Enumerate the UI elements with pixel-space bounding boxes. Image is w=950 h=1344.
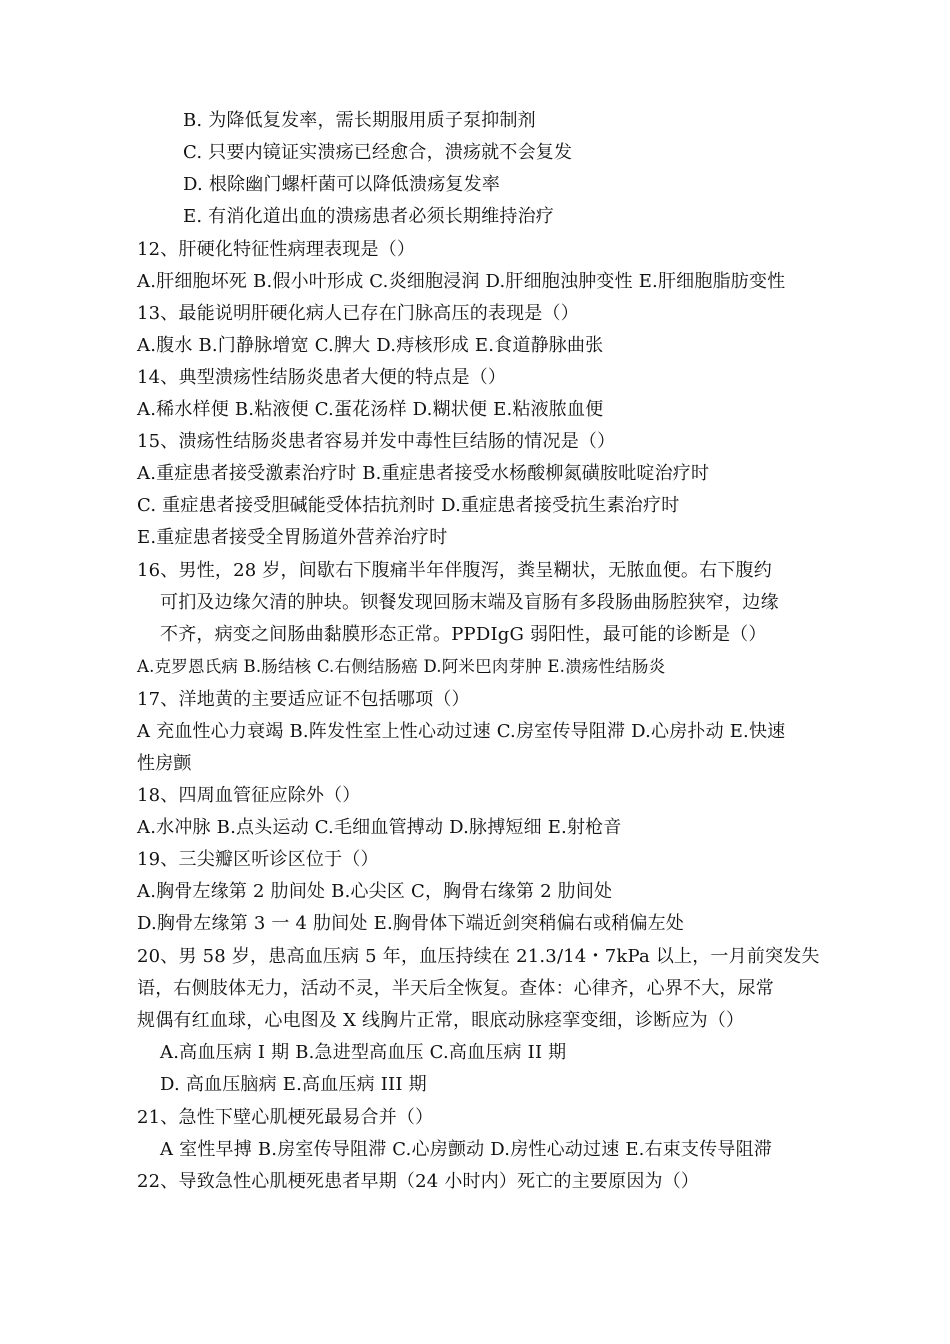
question-16-cont: 不齐，病变之间肠曲黏膜形态正常。PPDIgG 弱阳性，最可能的诊断是（）: [160, 624, 767, 645]
question-20-cont: 语，右侧肢体无力，活动不灵，半天后全恢复。查体：心律齐，心界不大，尿常: [137, 978, 774, 999]
options-14: A.稀水样便 B.粘液便 C.蛋花汤样 D.糊状便 E.粘液脓血便: [137, 399, 604, 420]
question-18: 18、四周血管征应除外（）: [137, 785, 361, 806]
options-16: A.克罗恩氏病 B.肠结核 C.右侧结肠癌 D.阿米巴肉芽肿 E.溃疡性结肠炎: [137, 657, 666, 676]
question-16: 16、男性，28 岁，间歇右下腹痛半年伴腹泻，粪呈糊状，无脓血便。右下腹约: [137, 560, 772, 581]
options-21: A 室性早搏 B.房室传导阻滞 C.心房颤动 D.房性心动过速 E.右束支传导阻滞: [160, 1139, 772, 1160]
question-12: 12、肝硬化特征性病理表现是（）: [137, 239, 416, 260]
question-15: 15、溃疡性结肠炎患者容易并发中毒性巨结肠的情况是（）: [137, 431, 616, 452]
options-20-d-e: D. 高血压脑病 E.高血压病 III 期: [160, 1074, 427, 1095]
question-16-cont: 可扪及边缘欠清的肿块。钡餐发现回肠末端及盲肠有多段肠曲肠腔狭窄，边缘: [160, 592, 779, 613]
question-17: 17、洋地黄的主要适应证不包括哪项（）: [137, 689, 470, 710]
options-13: A.腹水 B.门静脉增宽 C.脾大 D.痔核形成 E.食道静脉曲张: [137, 335, 604, 356]
question-13: 13、最能说明肝硬化病人已存在门脉高压的表现是（）: [137, 303, 579, 324]
question-22: 22、导致急性心肌梗死患者早期（24 小时内）死亡的主要原因为（）: [137, 1171, 700, 1192]
option-line: C. 只要内镜证实溃疡已经愈合，溃疡就不会复发: [183, 142, 573, 163]
question-20-cont: 规偶有红血球，心电图及 X 线胸片正常，眼底动脉痉挛变细，诊断应为（）: [137, 1010, 745, 1031]
question-21: 21、急性下壁心肌梗死最易合并（）: [137, 1107, 434, 1128]
options-19-a-c: A.胸骨左缘第 2 肋间处 B.心尖区 C，胸骨右缘第 2 肋间处: [137, 881, 613, 902]
options-20-a-c: A.高血压病 I 期 B.急进型高血压 C.高血压病 II 期: [160, 1042, 567, 1063]
question-14: 14、典型溃疡性结肠炎患者大便的特点是（）: [137, 367, 507, 388]
question-19: 19、三尖瓣区听诊区位于（）: [137, 849, 379, 870]
options-19-d-e: D.胸骨左缘第 3 一 4 肋间处 E.胸骨体下端近剑突稍偏右或稍偏左处: [137, 913, 685, 934]
options-15-e: E.重症患者接受全胃肠道外营养治疗时: [137, 527, 448, 548]
question-20: 20、男 58 岁，患高血压病 5 年，血压持续在 21.3/14・7kPa 以上，一月前突发失: [137, 946, 820, 967]
options-15-c-d: C. 重症患者接受胆碱能受体拮抗剂时 D.重症患者接受抗生素治疗时: [137, 495, 680, 516]
options-17-cont: 性房颤: [137, 753, 192, 774]
option-line: E. 有消化道出血的溃疡患者必须长期维持治疗: [183, 206, 554, 227]
options-17: A 充血性心力衰竭 B.阵发性室上性心动过速 C.房室传导阻滞 D.心房扑动 E.快速: [137, 721, 786, 742]
options-12: A.肝细胞坏死 B.假小叶形成 C.炎细胞浸润 D.肝细胞浊肿变性 E.肝细胞脂肪变性: [137, 271, 786, 292]
option-line: D. 根除幽门螺杆菌可以降低溃疡复发率: [183, 174, 501, 195]
options-18: A.水冲脉 B.点头运动 C.毛细血管搏动 D.脉搏短细 E.射枪音: [137, 817, 622, 838]
option-line: B. 为降低复发率，需长期服用质子泵抑制剂: [183, 110, 536, 131]
options-15-a-b: A.重症患者接受激素治疗时 B.重症患者接受水杨酸柳氮磺胺吡啶治疗时: [137, 463, 710, 484]
